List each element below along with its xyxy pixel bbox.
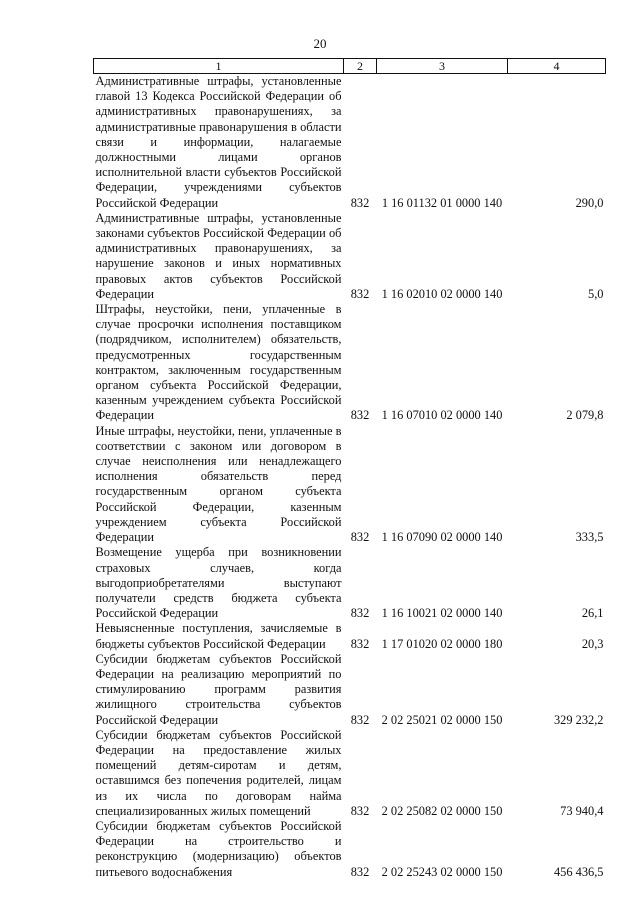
- table-row: [94, 74, 606, 211]
- row-admin-code: 832: [350, 803, 370, 818]
- table-row: [94, 819, 606, 880]
- page-number: 20: [313, 36, 327, 51]
- table-header-row: [94, 59, 606, 74]
- row-budget-code: 2 02 25082 02 0000 150: [381, 803, 503, 818]
- row-description: Невыясненные поступления, зачисляемые в бюджеты субъектов Российской Федерации: [95, 621, 342, 651]
- revenue-table: [93, 58, 606, 880]
- row-admin-code: 832: [350, 530, 370, 545]
- row-admin-code: 832: [350, 712, 370, 727]
- row-admin-code: 832: [350, 864, 370, 879]
- row-budget-code: 1 17 01020 02 0000 180: [381, 636, 503, 651]
- table-row: [94, 424, 606, 546]
- row-amount: 290,0: [575, 195, 604, 210]
- row-budget-code: 1 16 02010 02 0000 140: [381, 286, 503, 301]
- row-amount: 5,0: [588, 286, 604, 301]
- row-description: Штрафы, неустойки, пени, уплаченные в случае просрочки исполнения поставщиком (подрядчиком, исполнителем) обязательств, предусмотренных государственным контрактом, заключенным государственным органом субъекта Российской Федерации, казенным учреждением субъекта Российской Федерации: [95, 302, 342, 423]
- row-budget-code: 2 02 25243 02 0000 150: [381, 864, 503, 879]
- table-row: [94, 652, 606, 728]
- row-amount: 20,3: [581, 636, 604, 651]
- row-description: Субсидии бюджетам субъектов Российской Федерации на строительство и реконструкцию (модернизацию) объектов питьевого водоснабжения: [95, 818, 342, 879]
- table-row: [94, 545, 606, 621]
- row-description: Административные штрафы, установленные законами субъектов Российской Федерации об административных правонарушениях, за нарушение законов и иных нормативных правовых актов субъектов Российской Федерации: [95, 210, 342, 301]
- row-amount: 26,1: [581, 606, 604, 621]
- row-budget-code: 1 16 01132 01 0000 140: [381, 195, 503, 210]
- row-admin-code: 832: [350, 286, 370, 301]
- row-budget-code: 1 16 07010 02 0000 140: [381, 408, 503, 423]
- row-description: Субсидии бюджетам субъектов Российской Федерации на предоставление жилых помещений детям-сиротам и детям, оставшимся без попечения родителей, лицам из их числа по договорам найма специализированных жилых помещений: [95, 727, 342, 818]
- row-budget-code: 1 16 10021 02 0000 140: [381, 606, 503, 621]
- row-amount: 329 232,2: [553, 712, 604, 727]
- row-admin-code: 832: [350, 408, 370, 423]
- table-row: [94, 728, 606, 819]
- row-description: Возмещение ущерба при возникновении страховых случаев, когда выгодоприобретателями выступают получатели средств бюджета субъекта Российской Федерации: [95, 545, 342, 621]
- row-description: Административные штрафы, установленные главой 13 Кодекса Российской Федерации об административных правонарушениях, за административные правонарушения в области связи и информации, налагаемые должностными лицами органов исполнительной власти субъектов Российской Федерации, учреждениями субъектов Российской Федерации: [95, 74, 342, 210]
- column-header-1: 1: [94, 59, 344, 74]
- row-budget-code: 2 02 25021 02 0000 150: [381, 712, 503, 727]
- row-budget-code: 1 16 07090 02 0000 140: [381, 530, 503, 545]
- row-description: Субсидии бюджетам субъектов Российской Федерации на реализацию мероприятий по стимулированию программ развития жилищного строительства субъектов Российской Федерации: [95, 651, 342, 727]
- row-admin-code: 832: [350, 636, 370, 651]
- row-admin-code: 832: [350, 195, 370, 210]
- row-admin-code: 832: [350, 606, 370, 621]
- row-amount: 456 436,5: [553, 864, 604, 879]
- column-header-4: 4: [508, 59, 606, 74]
- table-row: [94, 621, 606, 651]
- column-header-3: 3: [377, 59, 508, 74]
- row-amount: 333,5: [575, 530, 604, 545]
- row-description: Иные штрафы, неустойки, пени, уплаченные в соответствии с законом или договором в случае неисполнения или ненадлежащего исполнения обязательств перед государственным органом субъекта Российской Федерации, казенным учреждением субъекта Российской Федерации: [95, 423, 342, 545]
- row-amount: 2 079,8: [566, 408, 604, 423]
- table-row: [94, 211, 606, 302]
- row-amount: 73 940,4: [560, 803, 604, 818]
- table-row: [94, 302, 606, 424]
- column-header-2: 2: [344, 59, 377, 74]
